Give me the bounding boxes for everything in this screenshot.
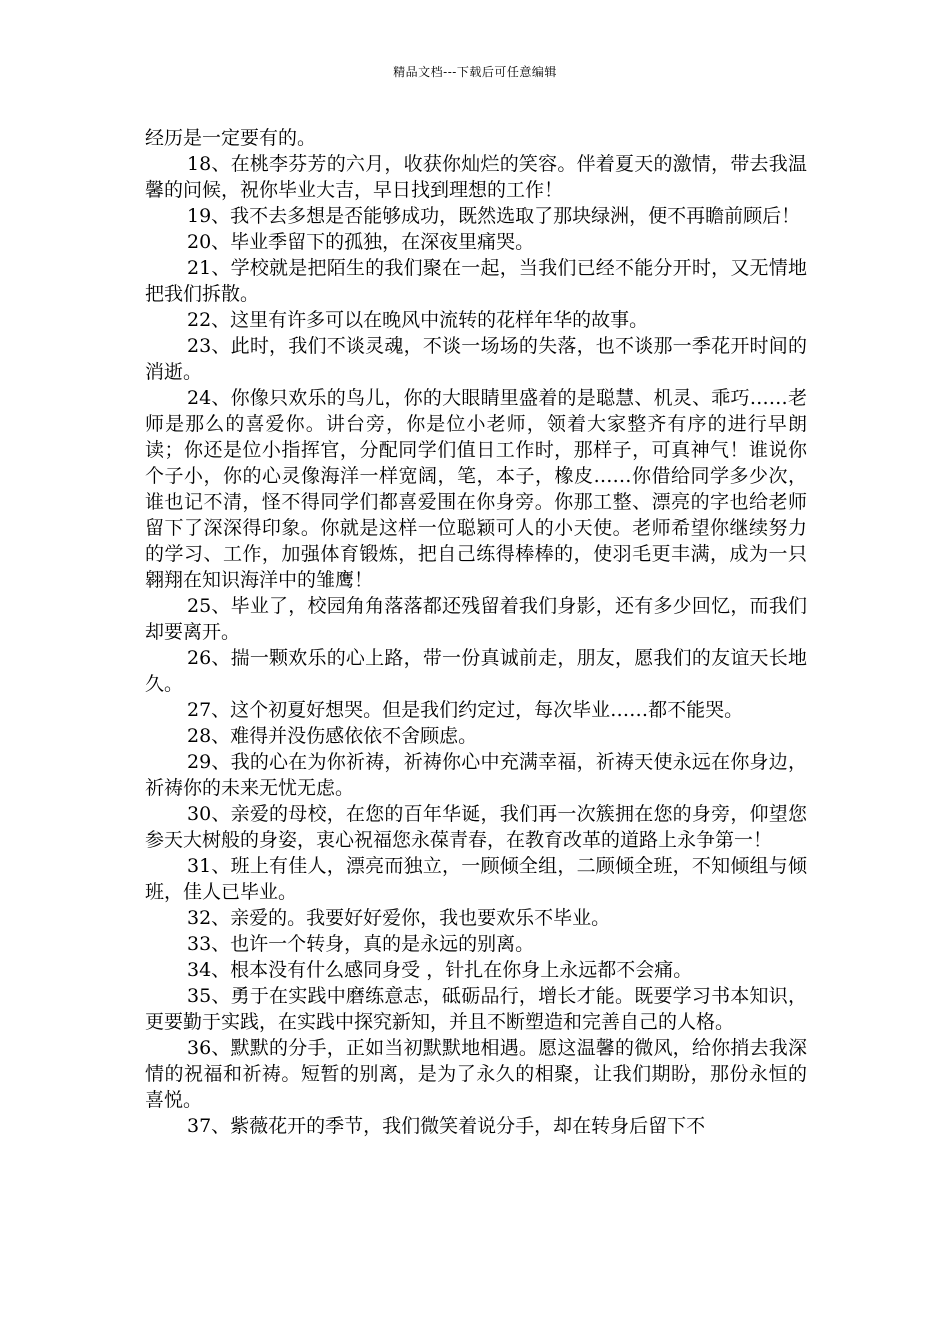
paragraph: 23、此时，我们不谈灵魂，不谈一场场的失落，也不谈那一季花开时间的消逝。 (145, 335, 807, 383)
paragraph: 20、毕业季留下的孤独，在深夜里痛哭。 (187, 231, 535, 253)
document-body (145, 125, 807, 1139)
paragraph: 经历是一定要有的。 (145, 127, 317, 149)
paragraph: 37、紫薇花开的季节，我们微笑着说分手，却在转身后留下不 (187, 1115, 706, 1137)
paragraph: 32、亲爱的。我要好好爱你，我也要欢乐不毕业。 (187, 907, 611, 929)
paragraph: 31、班上有佳人，漂亮而独立，一顾倾全组，二顾倾全班，不知倾组与倾班，佳人已毕业。 (145, 855, 807, 903)
paragraph: 22、这里有许多可以在晚风中流转的花样年华的故事。 (187, 309, 649, 331)
paragraph: 19、我不去多想是否能够成功，既然选取了那块绿洲，便不再瞻前顾后！ (187, 205, 801, 227)
paragraph: 35、勇于在实践中磨练意志，砥砺品行，增长才能。既要学习书本知识，更要勤于实践，在实践中探究新知，并且不断塑造和完善自己的人格。 (145, 985, 807, 1033)
paragraph: 34、根本没有什么感同身受 ，针扎在你身上永远都不会痛。 (187, 959, 693, 981)
paragraph: 26、揣一颗欢乐的心上路，带一份真诚前走，朋友，愿我们的友谊天长地久。 (145, 647, 807, 695)
paragraph: 29、我的心在为你祈祷，祈祷你心中充满幸福，祈祷天使永远在你身边，祈祷你的未来无忧无虑。 (145, 751, 807, 799)
page-header: 精品文档---下载后可任意编辑 (393, 65, 557, 79)
paragraph: 33、也许一个转身，真的是永远的别离。 (187, 933, 535, 955)
paragraph: 24、你像只欢乐的鸟儿，你的大眼睛里盛着的是聪慧、机灵、乖巧……老师是那么的喜爱你。讲台旁，你是位小老师，领着大家整齐有序的进行早朗读；你还是位小指挥官，分配同学们值日工作时，那样子，可真神气！谁说你个子小，你的心灵像海洋一样宽阔，笔，本子，橡皮……你借给同学多少次，谁也记不清，怪不得同学们都喜爱围在你身旁。你那工整、漂亮的字也给老师留下了深深得印象。你就是这样一位聪颖可人的小天使。老师希望你继续努力的学习、工作，加强体育锻炼，把自己练得棒棒的，使羽毛更丰满，成为一只翱翔在知识海洋中的雏鹰！ (145, 387, 807, 591)
paragraph: 18、在桃李芬芳的六月，收获你灿烂的笑容。伴着夏天的激情，带去我温馨的问候，祝你毕业大吉，早日找到理想的工作！ (145, 153, 807, 201)
paragraph: 36、默默的分手，正如当初默默地相遇。愿这温馨的微风，给你捎去我深情的祝福和祈祷。短暂的别离，是为了永久的相聚，让我们期盼，那份永恒的喜悦。 (145, 1037, 807, 1111)
paragraph: 27、这个初夏好想哭。但是我们约定过，每次毕业……都不能哭。 (187, 699, 744, 721)
paragraph: 25、毕业了，校园角角落落都还残留着我们身影，还有多少回忆，而我们却要离开。 (145, 595, 807, 643)
paragraph: 28、难得并没伤感依依不舍顾虑。 (187, 725, 478, 747)
paragraph: 21、学校就是把陌生的我们聚在一起，当我们已经不能分开时，又无情地把我们拆散。 (145, 257, 807, 305)
paragraph: 30、亲爱的母校，在您的百年华诞，我们再一次簇拥在您的身旁，仰望您参天大树般的身姿，衷心祝福您永葆青春，在教育改革的道路上永争第一！ (145, 803, 807, 851)
